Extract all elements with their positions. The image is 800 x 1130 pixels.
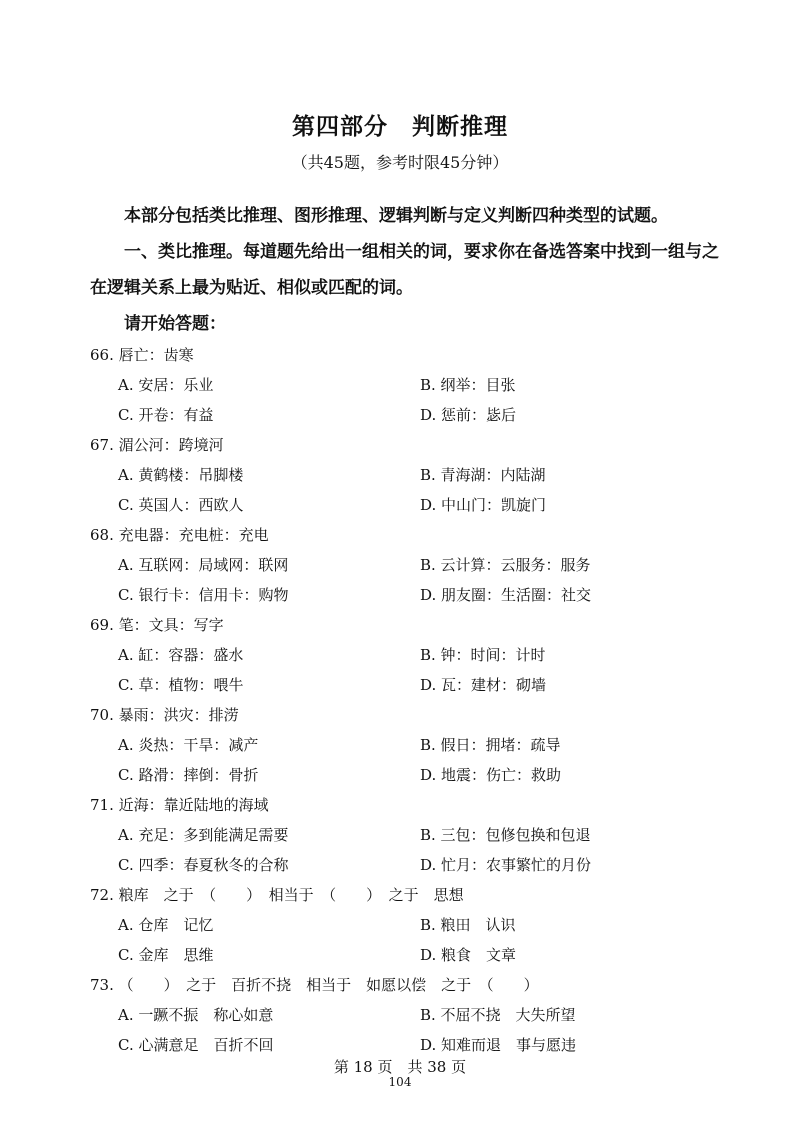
question-stem: 66. 唇亡：齿寒 (90, 346, 194, 364)
question-68 (90, 520, 730, 610)
option-a: A. 黄鹤楼：吊脚楼 (118, 466, 244, 484)
option-b: B. 钟：时间：计时 (420, 646, 546, 664)
question-list (90, 340, 730, 1060)
option-d: D. 朋友圈：生活圈：社交 (420, 586, 592, 604)
option-c: C. 心满意足 百折不回 (118, 1036, 274, 1054)
page-subtitle: （共45题，参考时限45分钟） (291, 153, 509, 172)
question-stem: 71. 近海：靠近陆地的海域 (90, 796, 269, 814)
option-c: C. 金库 思维 (118, 946, 214, 964)
option-c: C. 路滑：摔倒：骨折 (118, 766, 259, 784)
page-title: 第四部分 判断推理 (292, 114, 508, 140)
question-71 (90, 790, 730, 880)
option-b: B. 云计算：云服务：服务 (420, 556, 591, 574)
option-b: B. 粮田 认识 (420, 916, 516, 934)
option-c: C. 银行卡：信用卡：购物 (118, 586, 289, 604)
option-b: B. 假日：拥堵：疏导 (420, 736, 561, 754)
option-b: B. 三包：包修包换和包退 (420, 826, 591, 844)
question-stem: 72. 粮库 之于 （ ） 相当于 （ ） 之于 思想 (90, 886, 464, 904)
option-a: A. 安居：乐业 (118, 376, 214, 394)
question-stem: 73. （ ） 之于 百折不挠 相当于 如愿以偿 之于 （ ） (90, 976, 539, 994)
option-b: B. 青海湖：内陆湖 (420, 466, 546, 484)
option-a: A. 炎热：干旱：减产 (118, 736, 259, 754)
question-stem: 68. 充电器：充电桩：充电 (90, 526, 269, 544)
option-b: B. 不屈不挠 大失所望 (420, 1006, 576, 1024)
option-d: D. 地震：伤亡：救助 (420, 766, 562, 784)
option-c: C. 四季：春夏秋冬的合称 (118, 856, 289, 874)
question-stem: 67. 湄公河：跨境河 (90, 436, 224, 454)
option-b: B. 纲举：目张 (420, 376, 516, 394)
option-d: D. 粮食 文章 (420, 946, 517, 964)
question-69 (90, 610, 730, 700)
option-d: D. 瓦：建材：砌墙 (420, 676, 547, 694)
question-stem: 69. 笔：文具：写字 (90, 616, 224, 634)
option-c: C. 英国人：西欧人 (118, 496, 244, 514)
option-d: D. 中山门：凯旋门 (420, 496, 547, 514)
option-a: A. 充足：多到能满足需要 (118, 826, 289, 844)
question-70 (90, 700, 730, 790)
option-a: A. 一蹶不振 称心如意 (118, 1006, 274, 1024)
option-d: D. 惩前：毖后 (420, 406, 517, 424)
option-a: A. 仓库 记忆 (118, 916, 214, 934)
intro-paragraph: 本部分包括类比推理、图形推理、逻辑判断与定义判断四种类型的试题。 (124, 206, 668, 226)
question-72 (90, 880, 730, 970)
question-73 (90, 970, 730, 1060)
option-a: A. 缸：容器：盛水 (118, 646, 244, 664)
option-d: D. 知难而退 事与愿违 (420, 1036, 577, 1054)
question-stem: 70. 暴雨：洪灾：排涝 (90, 706, 239, 724)
option-a: A. 互联网：局域网：联网 (118, 556, 289, 574)
page-footer: 第 18 页 共 38 页 (333, 1058, 467, 1076)
option-d: D. 忙月：农事繁忙的月份 (420, 856, 592, 874)
option-c: C. 开卷：有益 (118, 406, 214, 424)
start-prompt: 请开始答题： (124, 314, 226, 334)
question-67 (90, 430, 730, 520)
section-instruction: 一、类比推理。每道题先给出一组相关的词，要求你在备选答案中找到一组与之在逻辑关系上最为贴近、相似或匹配的词。 (90, 242, 719, 298)
option-c: C. 草：植物：喂牛 (118, 676, 244, 694)
page-number: 104 (388, 1075, 412, 1089)
question-66 (90, 340, 730, 430)
